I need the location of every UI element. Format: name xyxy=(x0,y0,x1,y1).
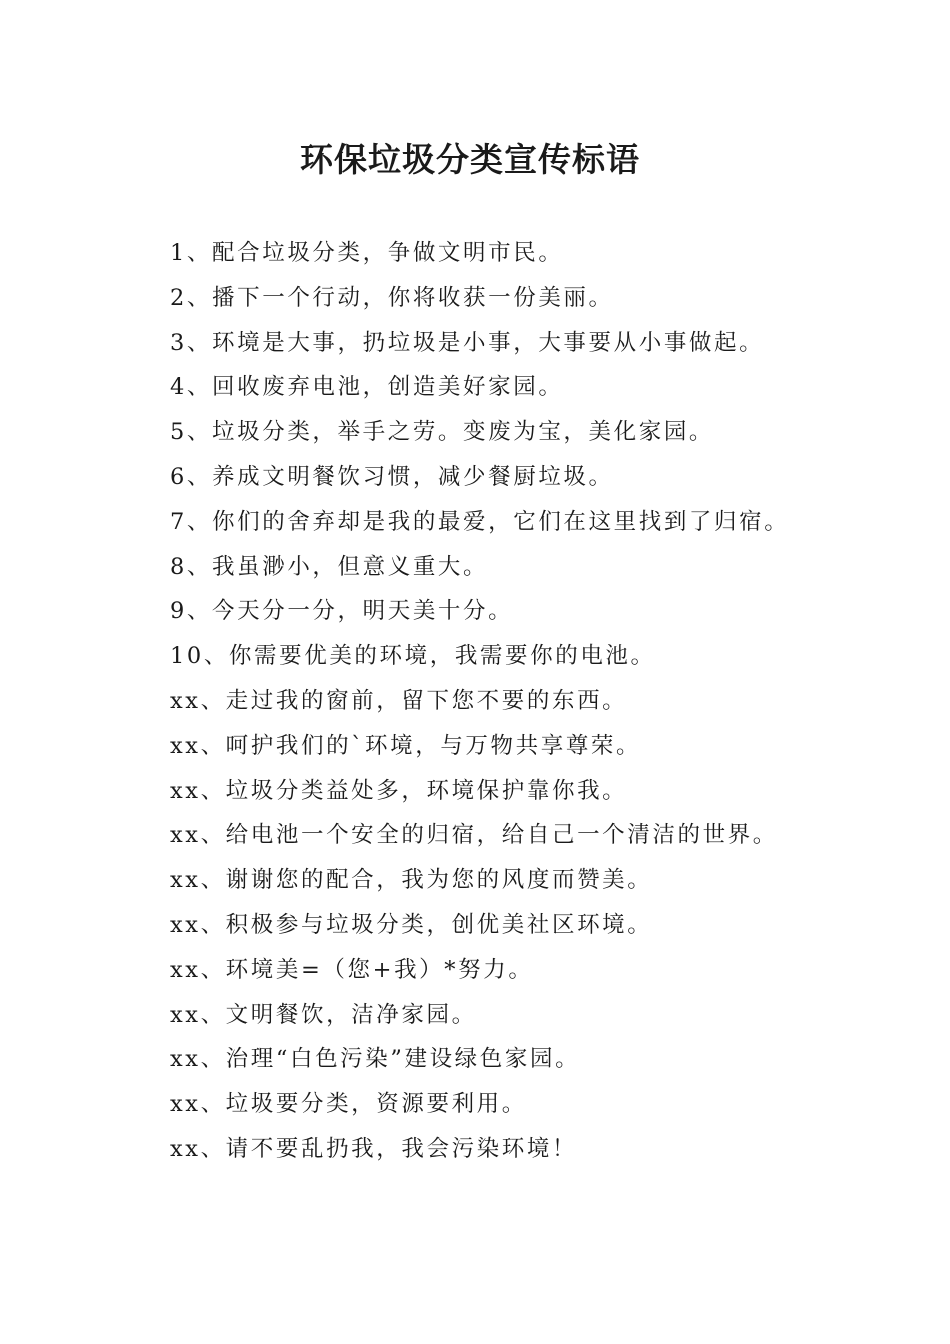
slogan-item: xx、给电池一个安全的归宿，给自己一个清洁的世界。 xyxy=(170,822,778,849)
slogan-item: xx、呵护我们的`环境，与万物共享尊荣。 xyxy=(170,732,642,759)
slogan-item: xx、谢谢您的配合，我为您的风度而赞美。 xyxy=(170,867,653,894)
slogan-item: 9、今天分一分，明天美十分。 xyxy=(170,598,514,625)
slogan-item: 6、养成文明餐饮习惯，减少餐厨垃圾。 xyxy=(170,463,614,490)
document-title: 环保垃圾分类宣传标语 xyxy=(300,140,640,179)
slogan-item: 3、环境是大事，扔垃圾是小事，大事要从小事做起。 xyxy=(170,329,765,356)
slogan-list xyxy=(170,231,910,1172)
slogan-item: 5、垃圾分类，举手之劳。变废为宝，美化家园。 xyxy=(170,419,715,446)
slogan-item: xx、垃圾分类益处多，环境保护靠你我。 xyxy=(170,777,628,804)
slogan-item: xx、垃圾要分类，资源要利用。 xyxy=(170,1091,527,1118)
slogan-item: xx、请不要乱扔我，我会污染环境！ xyxy=(170,1135,578,1162)
slogan-item: 8、我虽渺小，但意义重大。 xyxy=(170,553,489,580)
slogan-item: xx、治理“白色污染”建设绿色家园。 xyxy=(170,1046,581,1073)
slogan-item: xx、文明餐饮，洁净家园。 xyxy=(170,1001,477,1028)
slogan-item: xx、走过我的窗前，留下您不要的东西。 xyxy=(170,687,628,714)
slogan-item: 2、播下一个行动，你将收获一份美丽。 xyxy=(170,284,614,311)
slogan-item: 10、你需要优美的环境，我需要你的电池。 xyxy=(170,643,656,670)
slogan-item: 1、配合垃圾分类，争做文明市民。 xyxy=(170,240,564,266)
slogan-item: 7、你们的舍弃却是我的最爱，它们在这里找到了归宿。 xyxy=(170,508,790,535)
slogan-item: xx、积极参与垃圾分类，创优美社区环境。 xyxy=(170,911,653,938)
slogan-item: xx、环境美=（您+我）*努力。 xyxy=(170,956,534,983)
slogan-item: 4、回收废弃电池，创造美好家园。 xyxy=(170,374,564,401)
